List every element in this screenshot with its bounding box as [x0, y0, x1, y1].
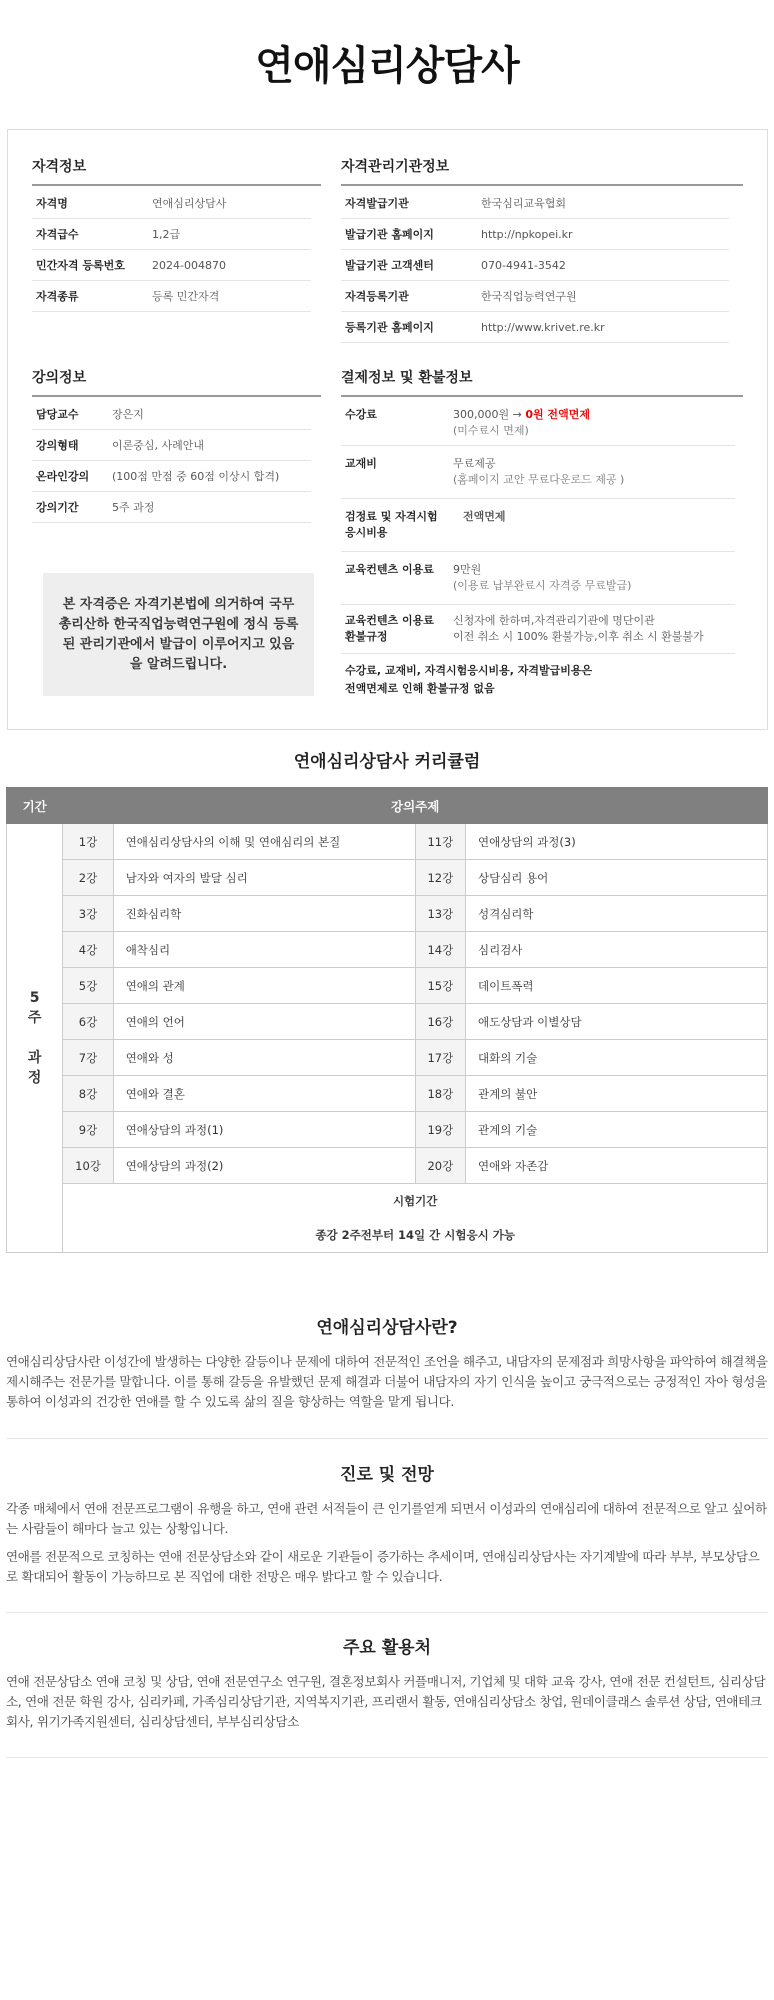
qual-info-section	[32, 156, 321, 312]
lecture-topic: 관계의 기술	[465, 1112, 767, 1148]
row-value: 1,2급	[152, 228, 181, 241]
lecture-topic: 연애상담의 과정(2)	[113, 1148, 415, 1184]
row-value	[453, 456, 624, 488]
about-heading: 연애심리상담사란?	[316, 1318, 458, 1338]
lecture-topic: 진화심리학	[113, 896, 415, 932]
usage-heading: 주요 활용처	[342, 1638, 432, 1658]
table-row	[7, 824, 768, 860]
row-value: 5주 과정	[112, 501, 155, 514]
lecture-number: 7강	[63, 1040, 113, 1076]
usage-section	[6, 1633, 768, 1732]
material-row	[341, 446, 735, 499]
period-line: 5	[29, 990, 40, 1006]
row-label: 온라인강의	[36, 470, 90, 483]
row-label: 담당교수	[36, 408, 79, 421]
table-header-row	[7, 788, 768, 824]
topic-header: 강의주제	[63, 788, 768, 824]
qual-row	[32, 188, 311, 219]
row-label: 발급기관 고객센터	[345, 259, 434, 272]
row-value: 등록 민간자격	[152, 290, 220, 303]
lecture-topic: 연애의 언어	[113, 1004, 415, 1040]
content-v2: (이용료 납부완료시 자격증 무료발급)	[453, 579, 632, 592]
lecture-topic: 심리검사	[465, 932, 767, 968]
row-value	[453, 407, 590, 439]
lecture-number: 8강	[63, 1076, 113, 1112]
qual-info-heading: 자격정보	[32, 156, 321, 186]
material-v1: 무료제공	[453, 457, 496, 470]
lecture-number: 12강	[415, 860, 465, 896]
divider	[6, 1612, 768, 1613]
lecture-info-section	[32, 367, 321, 523]
lecture-number: 20강	[415, 1148, 465, 1184]
row-value: 이론중심, 사례안내	[112, 439, 205, 452]
lecture-row	[32, 492, 311, 523]
lecture-info-heading: 강의정보	[32, 367, 321, 397]
content-v1: 9만원	[453, 563, 482, 576]
curriculum-table	[6, 787, 768, 1253]
qual-row	[32, 250, 311, 281]
lecture-row	[32, 461, 311, 492]
payment-section	[341, 367, 743, 706]
career-text-1: 각종 매체에서 연애 전문프로그램이 유행을 하고, 연애 관련 서적들이 큰 인기를얻게 되면서 이성과의 연애심리에 대하여 전문적으로 알고 싶어하는 사람들이 해마다 늘고 있는 상황입니다.	[6, 1501, 767, 1536]
period-cell	[7, 824, 63, 1253]
content-fee-row	[341, 552, 735, 605]
refund-v1: 신청자에 한하며,자격관리기관에 명단이관	[453, 614, 655, 627]
row-label: 교육컨텐츠 이용료	[345, 563, 434, 576]
lecture-row	[32, 430, 311, 461]
lecture-topic: 연애심리상담사의 이해 및 연애심리의 본질	[113, 824, 415, 860]
row-value: 한국직업능력연구원	[481, 290, 577, 303]
divider	[6, 1438, 768, 1439]
row-label	[341, 509, 453, 541]
fee-row	[341, 401, 735, 446]
refund-label-2: 환불규정	[345, 630, 388, 643]
lecture-number: 19강	[415, 1112, 465, 1148]
about-section	[6, 1313, 768, 1412]
refund-v2: 이전 취소 시 100% 환불가능,이후 취소 시 환불불가	[453, 630, 704, 643]
qual-row	[32, 219, 311, 250]
row-label: 수강료	[345, 408, 377, 421]
table-row	[7, 896, 768, 932]
row-value: 한국심리교육협회	[481, 197, 567, 210]
exam-label-1: 검정료 및 자격시험	[345, 510, 438, 523]
lecture-number: 16강	[415, 1004, 465, 1040]
table-row	[7, 968, 768, 1004]
exam-row	[7, 1184, 768, 1253]
exam-fee-row	[341, 499, 735, 552]
exam-text: 종강 2주전부터 14일 간 시험응시 가능	[315, 1228, 515, 1242]
curriculum-title: 연애심리상담사 커리큘럼	[293, 752, 481, 772]
row-label: 강의기간	[36, 501, 79, 514]
row-value	[453, 613, 704, 645]
lecture-number: 4강	[63, 932, 113, 968]
homepage-link[interactable]: http://npkopei.kr	[481, 227, 573, 241]
lecture-number: 6강	[63, 1004, 113, 1040]
period-line: 정	[27, 1070, 42, 1086]
row-label: 교재비	[345, 457, 377, 470]
table-row	[7, 1040, 768, 1076]
refund-label-1: 교육컨텐츠 이용료	[345, 614, 434, 627]
usage-text: 연애 전문상담소 연애 코칭 및 상담, 연애 전문연구소 연구원, 결혼정보회사 커플매니저, 기업체 및 대학 교육 강사, 연애 전문 컨설턴트, 심리상담소, 연애 전문 학원 강사, 심리카페, 가족심리상담기관, 지역복지기관, 프리랜서 활동, 연애심리상담소 창업, 원데이클래스 솔루션 상담, 연애테크회사, 위기가족지원센터, 심리상담센터, 부부심리상담소	[6, 1674, 766, 1729]
fee-free: 0원 전액면제	[525, 408, 590, 421]
period-line: 주	[27, 1010, 42, 1026]
row-value: 070-4941-3542	[481, 258, 566, 272]
org-row	[341, 281, 729, 312]
table-row	[7, 1076, 768, 1112]
exam-title: 시험기간	[392, 1194, 438, 1208]
lecture-topic: 성격심리학	[465, 896, 767, 932]
row-value: 연애심리상담사	[152, 197, 227, 210]
table-row	[7, 1148, 768, 1184]
page-title: 연애심리상담사	[255, 43, 519, 89]
row-label: 등록기관 홈페이지	[345, 321, 434, 334]
lecture-topic: 대화의 기술	[465, 1040, 767, 1076]
row-value: 장은지	[112, 408, 144, 421]
refund-note	[341, 654, 735, 706]
lecture-number: 14강	[415, 932, 465, 968]
row-value: 2024-004870	[152, 258, 226, 272]
exam-cell	[63, 1184, 768, 1253]
homepage-link[interactable]: http://www.krivet.re.kr	[481, 320, 605, 334]
lecture-topic: 애착심리	[113, 932, 415, 968]
lecture-row	[32, 399, 311, 430]
lecture-number: 10강	[63, 1148, 113, 1184]
lecture-number: 2강	[63, 860, 113, 896]
exam-label-2: 응시비용	[345, 526, 388, 539]
refund-note-1: 수강료, 교재비, 자격시험응시비용, 자격발급비용은	[345, 664, 593, 677]
lecture-topic: 남자와 여자의 발달 심리	[113, 860, 415, 896]
lecture-number: 13강	[415, 896, 465, 932]
fee-price: 300,000원 →	[453, 408, 522, 421]
lecture-topic: 연애의 관계	[113, 968, 415, 1004]
career-text-2: 연애를 전문적으로 코칭하는 연애 전문상담소와 같이 새로운 기관들이 증가하는 추세이며, 연애심리상담사는 자기계발에 따라 부부, 부모상담으로 확대되어 활동이 가능하므로 본 직업에 대한 전망은 매우 밝다고 할 수 있습니다.	[6, 1549, 760, 1584]
material-v2: (홈페이지 교안 무료다운로드 제공 )	[453, 473, 625, 486]
table-row	[7, 1004, 768, 1040]
about-text: 연애심리상담사란 이성간에 발생하는 다양한 갈등이나 문제에 대하여 전문적인 조언을 해주고, 내담자의 문제점과 희망사항을 파악하여 해결책을 제시해주는 전문가를 말합니다. 이를 통해 갈등을 유발했던 문제 해결과 더불어 내담자의 자기 인식을 높이고 궁극적으로는 긍정적인 자아 형성을 통하여 이성과의 건강한 연애를 할 수 있도록 삶의 질을 향상하는 역할을 맡게 됩니다.	[6, 1354, 768, 1409]
info-box	[7, 129, 768, 730]
refund-note-2: 전액면제로 인해 환불규정 없음	[345, 682, 495, 695]
lecture-number: 9강	[63, 1112, 113, 1148]
lecture-number: 17강	[415, 1040, 465, 1076]
row-label: 자격종류	[36, 290, 79, 303]
org-row	[341, 250, 729, 281]
career-heading: 진로 및 전망	[340, 1465, 434, 1485]
fee-note: (미수료시 면제)	[453, 424, 529, 437]
lecture-topic: 연애상담의 과정(1)	[113, 1112, 415, 1148]
org-row	[341, 188, 729, 219]
row-label: 자격급수	[36, 228, 79, 241]
lecture-number: 18강	[415, 1076, 465, 1112]
lecture-topic: 연애와 자존감	[465, 1148, 767, 1184]
payment-heading: 결제정보 및 환불정보	[341, 367, 743, 397]
row-value	[453, 562, 631, 594]
period-header: 기간	[7, 788, 63, 824]
lecture-topic: 연애와 결혼	[113, 1076, 415, 1112]
row-label: 자격등록기관	[345, 290, 409, 303]
org-info-heading: 자격관리기관정보	[341, 156, 743, 186]
period-line	[7, 1028, 62, 1048]
lecture-topic: 연애상담의 과정(3)	[465, 824, 767, 860]
divider	[6, 1757, 768, 1758]
career-section	[6, 1460, 768, 1587]
lecture-topic: 상담심리 용어	[465, 860, 767, 896]
row-label	[341, 613, 453, 645]
exam-fee-value: 전액면제	[463, 510, 506, 523]
lecture-number: 5강	[63, 968, 113, 1004]
lecture-topic: 애도상담과 이별상담	[465, 1004, 767, 1040]
period-line: 과	[27, 1050, 42, 1066]
row-label: 자격명	[36, 197, 68, 210]
table-row	[7, 860, 768, 896]
lecture-topic: 데이트폭력	[465, 968, 767, 1004]
table-row	[7, 932, 768, 968]
lecture-number: 1강	[63, 824, 113, 860]
row-label: 강의형태	[36, 439, 79, 452]
lecture-topic: 관계의 불안	[465, 1076, 767, 1112]
lecture-topic: 연애와 성	[113, 1040, 415, 1076]
row-label: 민간자격 등록번호	[36, 259, 125, 272]
table-row	[7, 1112, 768, 1148]
org-row	[341, 312, 729, 343]
org-row	[341, 219, 729, 250]
row-value: (100점 만점 중 60점 이상시 합격)	[112, 470, 280, 483]
org-info-section	[341, 156, 743, 343]
lecture-number: 11강	[415, 824, 465, 860]
refund-row	[341, 605, 735, 654]
lecture-number: 3강	[63, 896, 113, 932]
qual-row	[32, 281, 311, 312]
row-label: 자격발급기관	[345, 197, 409, 210]
notice-box: 본 자격증은 자격기본법에 의거하여 국무총리산하 한국직업능력연구원에 정식 등록된 관리기관에서 발급이 이루어지고 있음을 알려드립니다.	[43, 573, 314, 696]
row-label: 발급기관 홈페이지	[345, 228, 434, 241]
lecture-number: 15강	[415, 968, 465, 1004]
